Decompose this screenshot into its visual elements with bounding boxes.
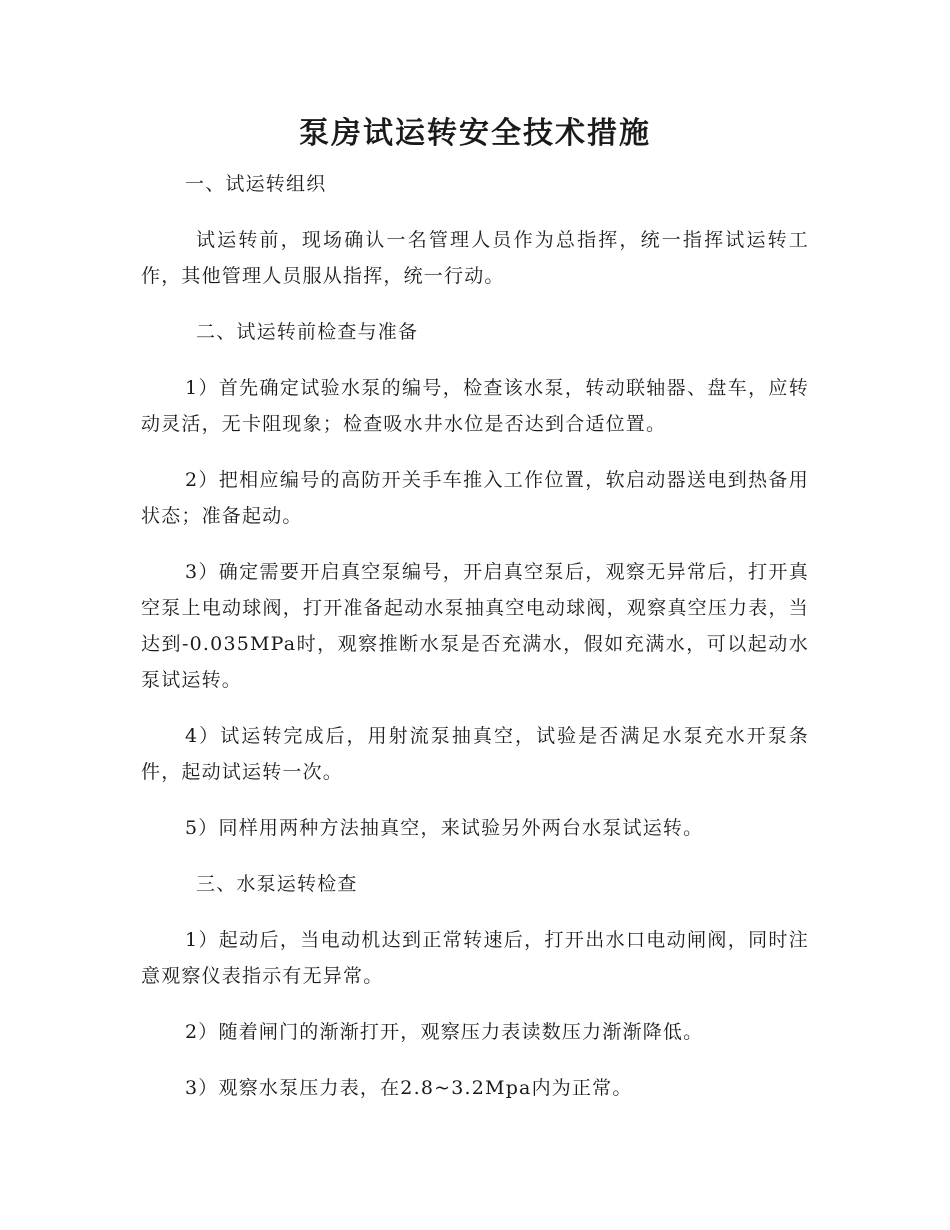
list-item: 3）确定需要开启真空泵编号，开启真空泵后，观察无异常后，打开真空泵上电动球阀，打开准备起动水泵抽真空电动球阀，观察真空压力表，当达到-0.035MPa时，观察推断水泵是否充满水，假如充满水，可以起动水泵试运转。 bbox=[141, 561, 809, 691]
section-heading-preparation: 二、试运转前检查与准备 bbox=[196, 321, 419, 343]
list-item: 5）同样用两种方法抽真空，来试验另外两台水泵试运转。 bbox=[185, 817, 704, 839]
page-title: 泵房试运转安全技术措施 bbox=[299, 116, 651, 151]
document-body bbox=[141, 166, 809, 1126]
section-heading-organization: 一、试运转组织 bbox=[185, 173, 327, 195]
list-item: 2）把相应编号的高防开关手车推入工作位置，软启动器送电到热备用状态；准备起动。 bbox=[141, 469, 809, 527]
list-item: 1）起动后，当电动机达到正常转速后，打开出水口电动闸阀，同时注意观察仪表指示有无异常。 bbox=[141, 929, 809, 987]
list-item: 1）首先确定试验水泵的编号，检查该水泵，转动联轴器、盘车，应转动灵活，无卡阻现象；检查吸水井水位是否达到合适位置。 bbox=[141, 377, 809, 435]
list-item: 3）观察水泵压力表，在2.8~3.2Mpa内为正常。 bbox=[185, 1077, 633, 1099]
section-heading-pump-check: 三、水泵运转检查 bbox=[196, 873, 358, 895]
paragraph: 试运转前，现场确认一名管理人员作为总指挥，统一指挥试运转工作，其他管理人员服从指挥，统一行动。 bbox=[141, 229, 809, 287]
list-item: 4）试运转完成后，用射流泵抽真空，试验是否满足水泵充水开泵条件，起动试运转一次。 bbox=[141, 725, 809, 783]
list-item: 2）随着闸门的渐渐打开，观察压力表读数压力渐渐降低。 bbox=[185, 1021, 704, 1043]
